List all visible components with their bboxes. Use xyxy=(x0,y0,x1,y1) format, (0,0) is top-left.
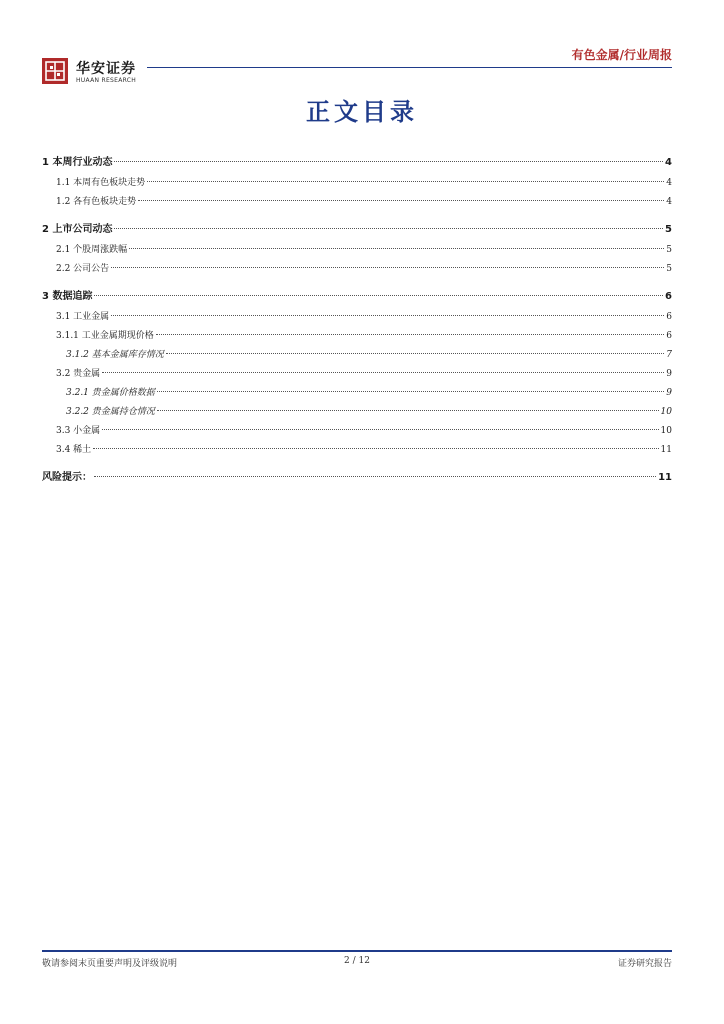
toc-entry[interactable] xyxy=(42,174,672,193)
toc-entry-page: 4 xyxy=(665,157,672,168)
toc-entry-page: 11 xyxy=(660,445,672,455)
toc-entry-page: 7 xyxy=(666,350,672,360)
toc-entry-page: 5 xyxy=(666,245,672,255)
toc-entry[interactable] xyxy=(42,241,672,260)
footer-report-label: 证券研究报告 xyxy=(617,959,672,969)
toc-leader-dots xyxy=(129,247,664,249)
toc-entry[interactable] xyxy=(42,260,672,279)
toc-leader-dots xyxy=(114,160,663,162)
toc-entry[interactable] xyxy=(42,286,672,308)
page-footer xyxy=(42,956,672,970)
toc-entry-label: 2.1 个股周涨跌幅 xyxy=(56,245,128,255)
table-of-contents xyxy=(42,152,672,489)
huaan-logo-icon xyxy=(42,58,68,84)
report-type: 有色金属/行业周报 xyxy=(571,48,672,62)
toc-entry-label: 2 上市公司动态 xyxy=(42,224,113,235)
toc-entry-page: 4 xyxy=(666,178,672,188)
toc-leader-dots xyxy=(94,475,656,477)
toc-entry[interactable] xyxy=(42,441,672,460)
toc-entry-label: 风险提示： xyxy=(42,472,92,483)
toc-spacer xyxy=(42,279,672,286)
toc-leader-dots xyxy=(111,266,664,268)
toc-entry-label: 1 本周行业动态 xyxy=(42,157,113,168)
footer-divider xyxy=(42,950,672,952)
toc-entry[interactable] xyxy=(42,384,672,403)
page-header xyxy=(42,40,672,90)
page-title: 正文目录 xyxy=(306,98,418,126)
toc-entry-label: 3 数据追踪 xyxy=(42,291,93,302)
toc-leader-dots xyxy=(156,333,665,335)
toc-entry-page: 4 xyxy=(666,197,672,207)
toc-entry[interactable] xyxy=(42,346,672,365)
toc-entry-page: 6 xyxy=(665,291,672,302)
toc-leader-dots xyxy=(166,352,665,354)
toc-entry[interactable] xyxy=(42,365,672,384)
toc-entry-page: 10 xyxy=(660,407,672,417)
header-divider xyxy=(147,67,672,68)
toc-entry-label: 3.4 稀土 xyxy=(56,445,92,455)
page-number: 2 / 12 xyxy=(344,956,370,966)
toc-entry[interactable] xyxy=(42,308,672,327)
toc-leader-dots xyxy=(102,428,658,430)
toc-entry-label: 3.1.1 工业金属期现价格 xyxy=(56,331,154,341)
toc-entry[interactable] xyxy=(42,152,672,174)
toc-leader-dots xyxy=(157,409,659,411)
toc-leader-dots xyxy=(102,371,664,373)
toc-entry[interactable] xyxy=(42,422,672,441)
toc-entry-page: 5 xyxy=(666,264,672,274)
toc-entry-page: 11 xyxy=(658,472,672,483)
toc-entry-label: 3.1.2 基本金属库存情况 xyxy=(66,350,164,360)
toc-entry-page: 6 xyxy=(666,331,672,341)
toc-entry-label: 3.3 小金属 xyxy=(56,426,101,436)
toc-entry-page: 9 xyxy=(666,388,672,398)
toc-entry[interactable] xyxy=(42,327,672,346)
toc-leader-dots xyxy=(157,390,665,392)
toc-spacer xyxy=(42,460,672,467)
toc-entry-page: 9 xyxy=(666,369,672,379)
toc-leader-dots xyxy=(111,314,664,316)
footer-disclaimer: 敬请参阅末页重要声明及评级说明 xyxy=(42,959,178,969)
toc-leader-dots xyxy=(138,199,664,201)
brand-subtitle: HUAAN RESEARCH xyxy=(76,77,137,84)
toc-entry[interactable] xyxy=(42,403,672,422)
toc-leader-dots xyxy=(93,447,658,449)
toc-entry-label: 1.1 本周有色板块走势 xyxy=(56,178,146,188)
toc-entry[interactable] xyxy=(42,467,672,489)
toc-entry-label: 3.2.2 贵金属持仓情况 xyxy=(66,407,155,417)
toc-entry-page: 6 xyxy=(666,312,672,322)
toc-leader-dots xyxy=(147,180,664,182)
toc-entry-label: 2.2 公司公告 xyxy=(56,264,110,274)
toc-leader-dots xyxy=(94,294,663,296)
toc-entry[interactable] xyxy=(42,219,672,241)
toc-entry-label: 1.2 各有色板块走势 xyxy=(56,197,137,207)
toc-entry[interactable] xyxy=(42,193,672,212)
brand-name: 华安证券 xyxy=(76,61,136,77)
toc-entry-label: 3.2.1 贵金属价格数据 xyxy=(66,388,155,398)
toc-leader-dots xyxy=(114,227,663,229)
toc-entry-label: 3.2 贵金属 xyxy=(56,369,101,379)
toc-entry-page: 10 xyxy=(660,426,672,436)
toc-entry-page: 5 xyxy=(665,224,672,235)
toc-entry-label: 3.1 工业金属 xyxy=(56,312,110,322)
toc-spacer xyxy=(42,212,672,219)
